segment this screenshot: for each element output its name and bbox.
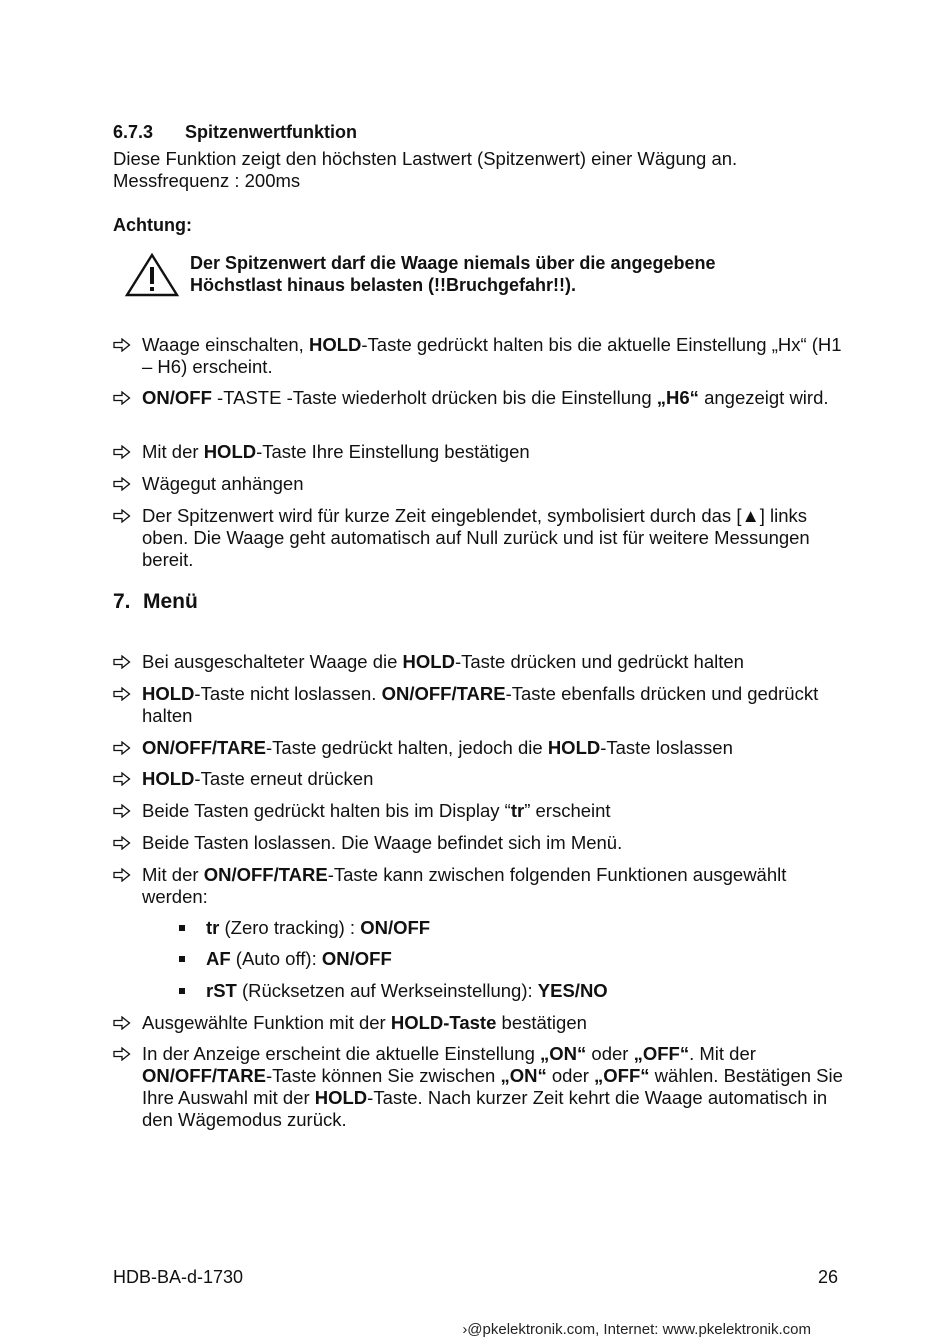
list-item [113,505,853,571]
page-number: 26 [817,1267,838,1287]
item-text: . Mit der [689,1043,756,1064]
function-code: rST [206,980,237,1001]
list-item [113,441,853,463]
arrow-right-icon [113,1016,131,1030]
function-code: AF [206,948,231,969]
key-name: HOLD [142,768,195,789]
item-text: -Taste gedrückt halten bis die aktuelle Einstellung „Hx“ (H1 – H6) erscheint. [142,334,842,377]
item-text: bestätigen [496,1012,587,1033]
item-text: (Rücksetzen auf Werkseinstellung): [236,980,538,1001]
arrow-right-icon [113,477,131,491]
arrow-right-icon [113,868,131,882]
arrow-right-icon [113,509,131,523]
item-text: wählen. Bestätigen Sie Ihre Auswahl mit der [142,1065,843,1108]
item-text: Waage einschalten, [142,334,309,355]
arrow-right-icon [113,741,131,755]
list-item [113,832,853,854]
square-bullet-icon [179,925,185,931]
item-text: angezeigt wird. [698,387,829,408]
arrow-right-icon [113,338,131,352]
list-item [113,737,853,759]
section-number: 7. [113,590,131,613]
sub-list-item [177,917,857,939]
item-text: Beide Tasten loslassen. Die Waage befindet sich im Menü. [142,832,623,853]
arrow-right-icon [113,687,131,701]
contact-line: ›@pkelektronik.com, Internet: www.pkelektronik.com [462,1321,811,1338]
item-text: Wägegut anhängen [142,473,304,494]
paragraph-line: Diese Funktion zeigt den höchsten Lastwert (Spitzenwert) einer Wägung an. [113,148,738,169]
list-item [113,334,853,378]
list-item [113,768,853,790]
arrow-right-icon [113,1047,131,1061]
section-heading-7 [113,589,198,615]
section-title: Menü [143,590,198,613]
warning-triangle-icon [124,252,180,298]
item-text: -Taste. Nach kurzer Zeit kehrt die Waage automatisch in den Wägemodus zurück. [142,1087,828,1130]
key-name: HOLD-Taste [390,1012,497,1033]
function-code: tr [206,917,220,938]
section-title: Spitzenwertfunktion [185,122,357,142]
arrow-right-icon [113,836,131,850]
item-text: In der Anzeige erscheint die aktuelle Einstellung [142,1043,541,1064]
setting-value: „H6“ [656,387,699,408]
item-text: ] links oben. Die Waage geht automatisch auf Null zurück und ist für weitere Messungen bereit. [142,505,810,570]
item-text: -Taste können Sie zwischen [266,1065,501,1086]
list-item [113,473,853,495]
setting-value: „ON“ [500,1065,547,1086]
key-name: HOLD [203,441,257,462]
section-number: 6.7.3 [113,122,154,142]
list-item [113,1043,853,1131]
square-bullet-icon [179,956,185,962]
item-text: Der Spitzenwert wird für kurze Zeit eingeblendet, symbolisiert durch das [ [142,505,742,526]
key-name: ON/OFF [142,387,212,408]
warning-line: Der Spitzenwert darf die Waage niemals über die angegebene [190,253,716,273]
item-text: -Taste drücken und gedrückt halten [454,651,744,672]
display-code: tr [510,800,525,821]
item-text: -Taste Ihre Einstellung bestätigen [256,441,530,462]
item-text: -TASTE -Taste wiederholt drücken bis die Einstellung [211,387,657,408]
list-item [113,800,853,822]
item-text: (Auto off): [230,948,322,969]
item-text: ” erscheint [524,800,611,821]
key-name: HOLD [314,1087,368,1108]
setting-value: „OFF“ [594,1065,650,1086]
item-text: Mit der [142,441,204,462]
key-name: HOLD [142,683,195,704]
function-options: YES/NO [537,980,608,1001]
key-name: ON/OFF/TARE [142,737,267,758]
attention-label: Achtung: [113,215,192,235]
item-text: oder [546,1065,595,1086]
item-text: -Taste loslassen [600,737,733,758]
function-options: ON/OFF [360,917,431,938]
item-text: -Taste ebenfalls drücken und gedrückt halten [142,683,819,726]
key-name: HOLD [308,334,362,355]
key-name: HOLD [402,651,455,672]
section-heading-673 [113,121,357,143]
triangle-symbol: ▲ [741,505,760,526]
list-item [113,387,853,409]
arrow-right-icon [113,445,131,459]
function-options: ON/OFF [321,948,392,969]
warning-line: Höchstlast hinaus belasten (!!Bruchgefahr!!). [190,275,577,295]
key-name: HOLD [547,737,601,758]
item-text: -Taste erneut drücken [194,768,374,789]
item-text: -Taste gedrückt halten, jedoch die [266,737,548,758]
square-bullet-icon [179,988,185,994]
list-item [113,651,853,673]
document-id: HDB-BA-d-1730 [113,1267,244,1287]
item-text: Beide Tasten gedrückt halten bis im Display “ [142,800,511,821]
item-text: Mit der [142,864,204,885]
item-text: Ausgewählte Funktion mit der [142,1012,391,1033]
item-text: (Zero tracking) : [219,917,361,938]
setting-value: „OFF“ [633,1043,690,1064]
sub-list-item [177,980,857,1002]
setting-value: „ON“ [540,1043,587,1064]
arrow-right-icon [113,772,131,786]
key-name: ON/OFF/TARE [381,683,506,704]
item-text: Bei ausgeschalteter Waage die [142,651,403,672]
list-item [113,1012,853,1034]
item-text: -Taste kann zwischen folgenden Funktionen ausgewählt werden: [142,864,787,907]
sub-list-item [177,948,857,970]
key-name: ON/OFF/TARE [203,864,328,885]
list-item [113,864,853,908]
list-item [113,683,853,727]
item-text: -Taste nicht loslassen. [194,683,382,704]
key-name: ON/OFF/TARE [142,1065,267,1086]
arrow-right-icon [113,655,131,669]
arrow-right-icon [113,804,131,818]
item-text: oder [586,1043,634,1064]
paragraph-line: Messfrequenz : 200ms [113,170,301,191]
arrow-right-icon [113,391,131,405]
